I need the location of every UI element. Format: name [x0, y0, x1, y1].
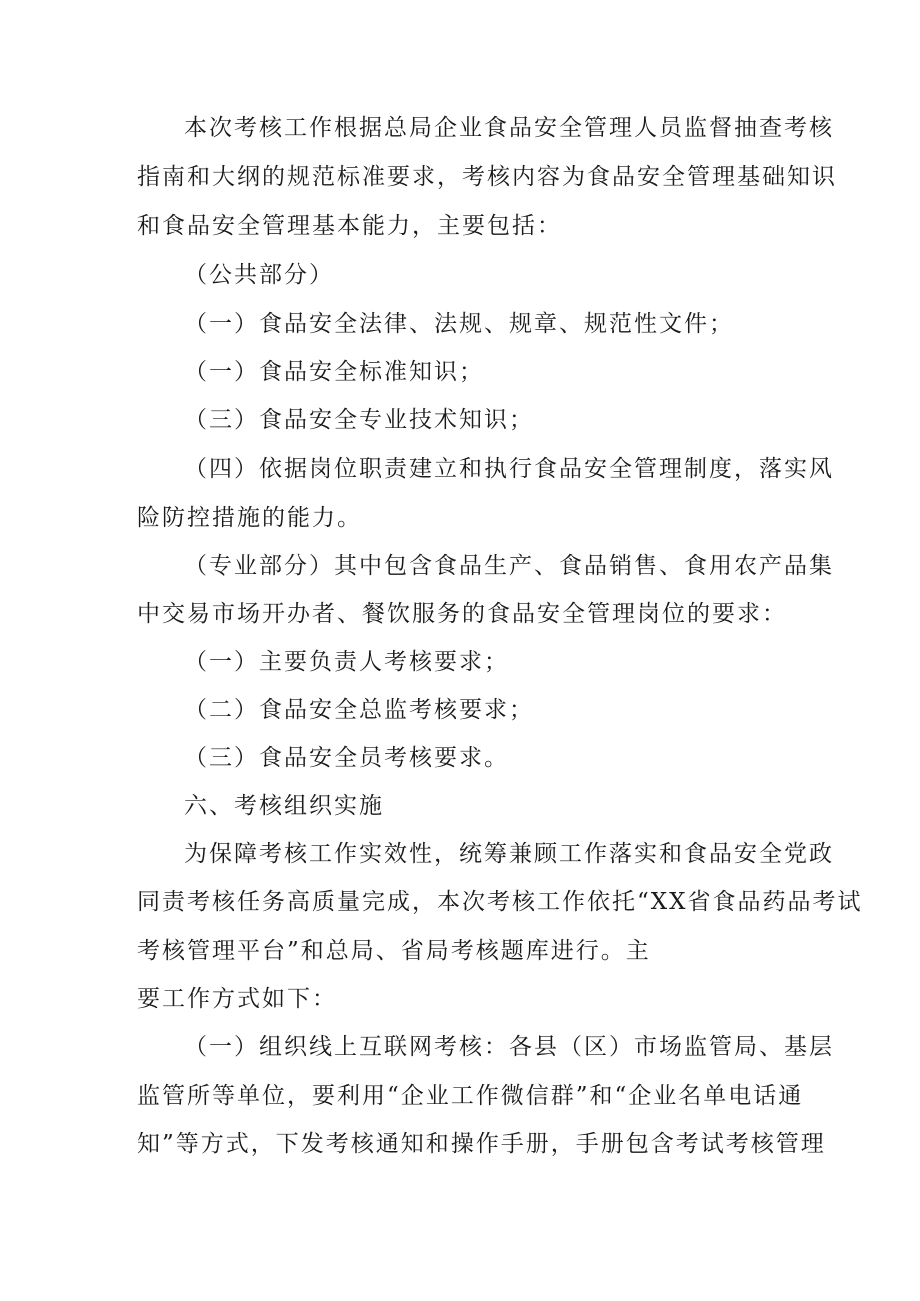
text-line: （二）食品安全总监考核要求；: [184, 697, 534, 723]
text-line: （专业部分）其中包含食品生产、食品销售、食用农产品集: [184, 553, 834, 579]
text-line: 同责考核任务高质量完成，本次考核工作依托“XX省食品药品考试: [137, 889, 863, 915]
text-line: 要工作方式如下：: [137, 986, 337, 1012]
text-line: 本次考核工作根据总局企业食品安全管理人员监督抽查考核: [184, 115, 834, 141]
text-line: 考核管理平台”和总局、省局考核题库进行。主: [137, 938, 651, 964]
text-line: （一）主要负责人考核要求；: [184, 649, 509, 675]
text-line: 为保障考核工作实效性，统筹兼顾工作落实和食品安全党政: [184, 841, 834, 867]
text-line: （三）食品安全员考核要求。: [184, 745, 509, 771]
text-line: （一）食品安全法律、法规、规章、规范性文件；: [184, 311, 734, 337]
text-line: 和食品安全管理基本能力，主要包括：: [137, 213, 562, 239]
text-line: （一）食品安全标准知识；: [184, 359, 484, 385]
text-line: 中交易市场开办者、餐饮服务的食品安全管理岗位的要求：: [137, 601, 787, 627]
text-line: 险防控措施的能力。: [137, 505, 362, 531]
text-line: （公共部分）: [184, 262, 334, 288]
text-line: 六、考核组织实施: [184, 793, 384, 819]
text-line: （四）依据岗位职责建立和执行食品安全管理制度，落实风: [184, 456, 834, 482]
text-line: 监管所等单位，要利用“企业工作微信群”和“企业名单电话通: [137, 1083, 804, 1109]
text-line: 知”等方式，下发考核通知和操作手册，手册包含考试考核管理: [137, 1131, 826, 1157]
text-line: 指南和大纲的规范标准要求，考核内容为食品安全管理基础知识: [137, 164, 837, 190]
text-line: （一）组织线上互联网考核：各县（区）市场监管局、基层: [184, 1034, 834, 1060]
text-line: （三）食品安全专业技术知识；: [184, 407, 534, 433]
